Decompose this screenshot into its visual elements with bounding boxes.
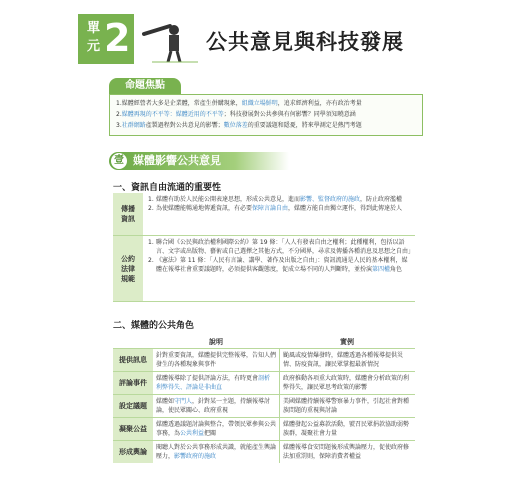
- desc-tail: ，針對某一主題，持續報導討論，使民眾關心、政府重視: [156, 398, 271, 414]
- item-tail: 角色: [390, 266, 403, 273]
- item-highlight: 第四權: [372, 266, 391, 273]
- focus-line-3-highlight-2: 數位落差: [223, 122, 248, 129]
- desc-highlight: 守門人: [174, 398, 193, 405]
- table-header-row: [113, 336, 415, 348]
- desc-text: 媒體透過議題討論與整合，帶領民眾參與公共事務，為: [156, 421, 277, 437]
- row-body: [145, 193, 415, 215]
- row-header: [113, 236, 143, 301]
- item-text-main: 媒體有助於人民能公開表達思想，形成公共意見，進而: [156, 196, 301, 203]
- desc-highlight: 公共利益: [180, 430, 205, 437]
- row-example: 政府推動各項重大政策時，媒體會分析政策的利弊得失，讓民眾思考政策的影響: [279, 372, 415, 394]
- table-row: [113, 371, 415, 394]
- row-description: [153, 395, 279, 417]
- focus-line-2: [116, 111, 356, 119]
- item-tail: ，防止政府濫權: [360, 196, 403, 203]
- subheading-2: 二、媒體的公共角色: [113, 321, 195, 331]
- row-header: 形成輿論: [113, 441, 153, 463]
- item-highlight: 保障言論自由: [252, 205, 289, 212]
- row-body: [145, 236, 415, 276]
- row-example: 美國媒體持續報導警察暴力事件，引起社會對種族問題的重視與討論: [279, 395, 415, 417]
- item-text: [156, 195, 402, 204]
- item-number: 1.: [148, 239, 154, 246]
- unit-label-char-1: 單: [87, 21, 101, 36]
- section-title: 媒體影響公共意見: [133, 154, 221, 167]
- list-item: [148, 238, 413, 256]
- focus-line-1: [116, 100, 362, 108]
- list-item: [148, 204, 413, 213]
- row-description: 針對重要資訊，媒體提供完整報導，告知人們發生的各種現象與事件: [156, 352, 277, 368]
- table-row: [113, 440, 415, 463]
- table-row: [113, 348, 415, 371]
- row-header: 提供訊息: [113, 349, 153, 371]
- item-text: 聯合國《公民與政治權利國際公約》第 19 條：「人人有發表自由之權利；此種權利，包括以語言、文字或出版物、藝術或自己選擇之其他方式，不分國界，尋求及傳播各種消息及思想之自由」: [156, 239, 415, 255]
- section-number: 壹: [111, 153, 127, 169]
- list-item: [148, 195, 413, 204]
- item-number: 1.: [148, 196, 154, 203]
- row-example: 媒體報導食安問題後形成輿論壓力，促使政府修法加重罰則，保障消費者權益: [279, 441, 415, 463]
- header-spacer: [113, 336, 153, 348]
- focus-line-2-highlight: 媒體再現的不平等：媒體近用的不平等: [121, 111, 224, 118]
- desc-highlight: 影響政府的施政: [174, 453, 217, 460]
- unit-badge: [78, 14, 134, 64]
- row-example: 媒體發起公益募款活動，號召民眾捐款協助弱勢族群，凝聚社會力量: [279, 418, 415, 440]
- info-flow-table: [113, 193, 415, 302]
- row-header: 設定議題: [113, 395, 153, 417]
- item-text: [156, 256, 413, 274]
- column-header-description: 說明: [209, 338, 223, 346]
- list-item: [148, 256, 413, 274]
- row-description: [153, 372, 279, 394]
- businessman-telescope-illustration: [140, 16, 200, 64]
- item-text: [156, 204, 402, 213]
- desc-tail: 把關: [204, 430, 217, 437]
- item-number: 2.: [148, 205, 154, 212]
- table-row: [113, 193, 415, 236]
- focus-line-3-mid: 產製過程對公共意見的影響；: [145, 122, 224, 129]
- focus-line-1-tail: ，追求經濟利益，亦有政治考量: [277, 100, 362, 107]
- row-header: 評論事件: [113, 372, 153, 394]
- table-row: [113, 394, 415, 417]
- table-row: [113, 417, 415, 440]
- column-header-example: 實例: [340, 338, 354, 346]
- row-header-label: 公約 法律 規範: [121, 254, 135, 283]
- focus-line-2-tail: ；科技發展對公共參與有何影響？同學須知曉意涵: [223, 111, 356, 118]
- desc-text: 閱聽人對於公共事務形成共識，就能產生輿論壓力，: [156, 444, 277, 460]
- row-description: [153, 441, 279, 463]
- focus-line-1-text: 1.媒體經營者大多是企業體，常產生併購現象，: [116, 100, 242, 107]
- item-text-main: 《憲法》第 11 條：「人民有言論、講學、著作及出版之自由」：資訊流通是人民的基本權利，媒體在報導社會重要議題時，必須提供客觀態度，促成立場不同的人判斷時，並扮演: [156, 257, 408, 273]
- subheading-1: 一、資訊自由流通的重要性: [113, 183, 222, 193]
- unit-number: 2: [104, 16, 131, 60]
- focus-line-3-highlight: 社群網路: [121, 122, 146, 129]
- row-header: [113, 193, 143, 235]
- focus-line-3-text: 3.: [116, 122, 122, 129]
- row-example: 颱風或疫情爆發時，媒體透過各種報導提供災情、防疫資訊，讓民眾掌握最新情況: [279, 349, 415, 371]
- chapter-title: 公共意見與科技發展: [206, 30, 404, 54]
- focus-line-3: [116, 122, 362, 130]
- item-tail: ，媒體方能自由獨立運作，得到此傳達於人: [288, 205, 403, 212]
- row-description: [153, 418, 279, 440]
- focus-line-2-text: 2.: [116, 111, 122, 118]
- desc-text: 媒體如: [156, 398, 175, 405]
- focus-line-3-tail: 的重要議題和隱憂，將來學測定是熱門考題: [247, 122, 362, 129]
- item-highlight: 影響、監督政府的施政: [300, 196, 361, 203]
- table-row: [113, 236, 415, 302]
- row-header: 凝聚公益: [113, 418, 153, 440]
- item-number: 2.: [148, 257, 154, 264]
- focus-line-1-highlight: 組織立場鮮明: [241, 100, 278, 107]
- focus-tab: 命題焦點: [109, 78, 181, 94]
- row-header-label: 傳播 資訊: [121, 205, 135, 223]
- desc-text: 媒體報導除了提供評論方法，有時更會: [156, 375, 259, 382]
- focus-box: [109, 94, 423, 136]
- media-role-table: [113, 336, 415, 463]
- desc-highlight: 剖析利弊得失、評論是非曲直: [156, 375, 271, 391]
- unit-label-char-2: 元: [87, 39, 101, 54]
- item-text-main: 為使媒體能暢通地傳遞資訊，有必要: [156, 205, 253, 212]
